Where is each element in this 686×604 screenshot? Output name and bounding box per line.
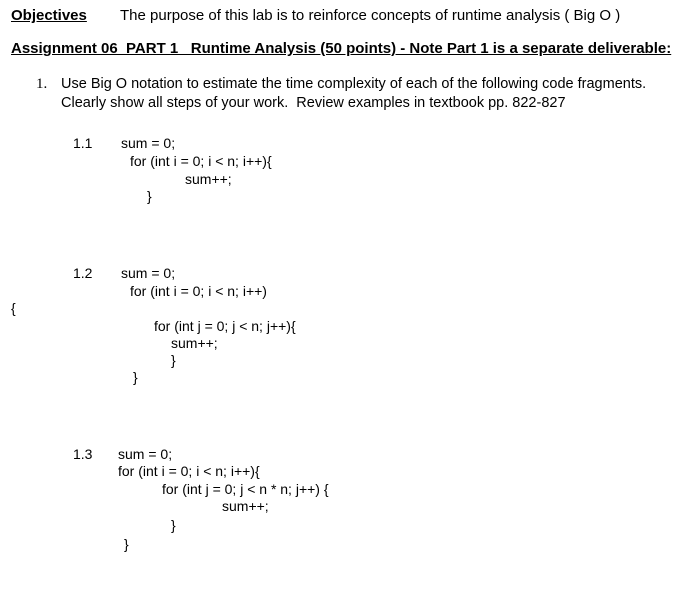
code-line: for (int j = 0; j < n; j++){ <box>154 318 296 334</box>
code-line: sum = 0; <box>121 265 176 281</box>
code-line: sum = 0; <box>118 446 173 462</box>
code-line: } <box>171 517 176 533</box>
code-line: sum = 0; <box>121 135 176 151</box>
code-line: } <box>133 369 138 385</box>
assignment-title: Assignment 06 PART 1 Runtime Analysis (50 points) - Note Part 1 is a separate deliverable: <box>11 40 672 57</box>
code-line: } <box>124 536 129 552</box>
code-line: for (int i = 0; i < n; i++) <box>130 283 267 299</box>
code-line: sum++; <box>222 498 269 514</box>
code-line: { <box>11 300 16 316</box>
instruction-line-1: Use Big O notation to estimate the time complexity of each of the following code fragments. <box>61 76 647 92</box>
instruction-line-2: Clearly show all steps of your work. Review examples in textbook pp. 822-827 <box>61 95 566 111</box>
fragment-number-1-2: 1.2 <box>73 265 93 281</box>
objectives-label: Objectives <box>11 7 87 24</box>
code-line: } <box>171 352 176 368</box>
objectives-text: The purpose of this lab is to reinforce concepts of runtime analysis ( Big O ) <box>120 7 621 24</box>
code-line: sum++; <box>171 335 218 351</box>
fragment-number-1-1: 1.1 <box>73 135 93 151</box>
code-line: } <box>147 188 152 204</box>
code-line: for (int j = 0; j < n * n; j++) { <box>162 481 329 497</box>
code-line: for (int i = 0; i < n; i++){ <box>130 153 272 169</box>
code-line: sum++; <box>185 171 232 187</box>
instruction-number: 1. <box>36 76 48 92</box>
code-line: for (int i = 0; i < n; i++){ <box>118 463 260 479</box>
fragment-number-1-3: 1.3 <box>73 446 93 462</box>
